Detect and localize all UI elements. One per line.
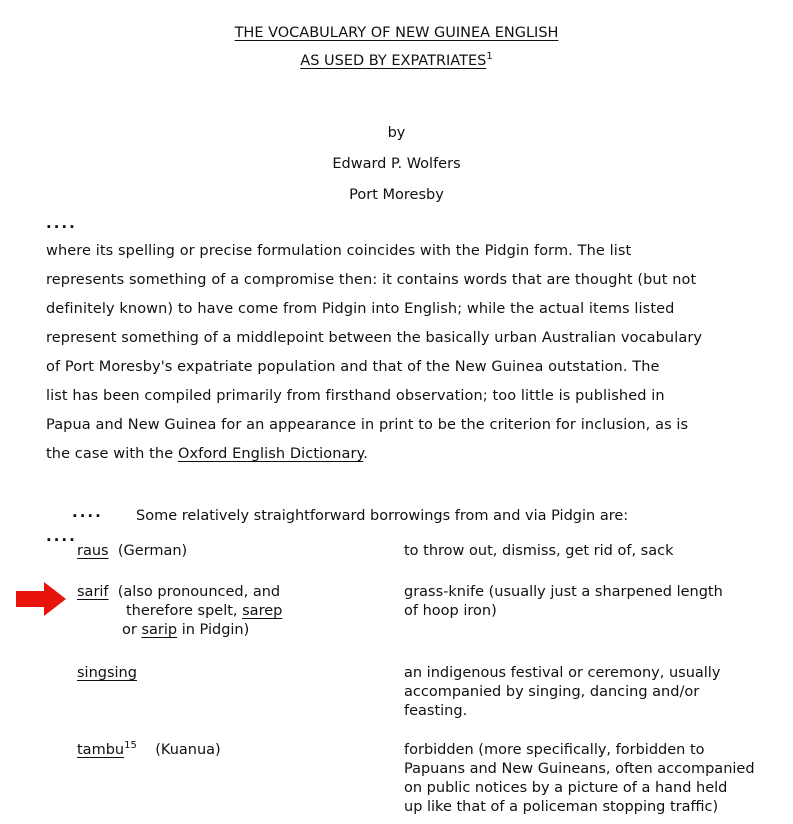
entry-definition: forbidden (more specifically, forbidden to	[404, 742, 705, 758]
entry-headword: singsing	[77, 665, 137, 681]
entry-definition: accompanied by singing, dancing and/or	[404, 684, 700, 700]
entry-headword: tambu$^{15}$ (Kuanua)	[77, 740, 221, 758]
title-line-1: THE VOCABULARY OF NEW GUINEA ENGLISH	[234, 25, 559, 41]
paragraph-line: Papua and New Guinea for an appearance in print to be the criterion for inclusion, as is	[46, 417, 689, 433]
entry-headword: raus (German)	[77, 543, 188, 559]
paragraph-line: represents something of a compromise then: it contains words that are thought (but not	[46, 272, 697, 288]
title-line-2: AS USED BY EXPATRIATES$^1$	[300, 51, 493, 69]
ellipsis-list: ....	[46, 527, 77, 545]
ellipsis-top: ....	[46, 214, 77, 232]
entry-definition: to throw out, dismiss, get rid of, sack	[404, 543, 674, 559]
entry-note-line: or sarip in Pidgin)	[122, 622, 250, 638]
arrow-right-icon	[16, 582, 66, 616]
entry-definition: up like that of a policeman stopping traffic)	[404, 799, 719, 815]
entry-headword: sarif (also pronounced, and	[77, 584, 281, 600]
paragraph-line: where its spelling or precise formulation coincides with the Pidgin form. The list	[46, 243, 632, 259]
byline-by: by	[387, 125, 406, 141]
entry-definition: Papuans and New Guineans, often accompanied	[404, 761, 755, 777]
entry-footnote: 15	[124, 740, 137, 752]
source-title: Oxford English Dictionary	[177, 446, 364, 462]
ellipsis-intro: ....	[72, 503, 103, 521]
paragraph-line: definitely known) to have come from Pidgin into English; while the actual items listed	[46, 301, 675, 317]
paragraph-line: list has been compiled primarily from firsthand observation; too little is published in	[46, 388, 665, 404]
paragraph-line: represent something of a middlepoint between the basically urban Australian vocabulary	[46, 330, 703, 346]
entry-definition: of hoop iron)	[404, 603, 497, 619]
entry-definition: feasting.	[404, 703, 468, 719]
entry-definition: grass-knife (usually just a sharpened length	[404, 584, 723, 600]
paragraph-line-last: the case with the Oxford English Dictionary.	[46, 446, 368, 462]
author-name: Edward P. Wolfers	[332, 156, 461, 172]
title-footnote: 1	[486, 51, 493, 63]
entry-definition: an indigenous festival or ceremony, usually	[404, 665, 721, 681]
intro-text: Some relatively straightforward borrowings from and via Pidgin are:	[136, 508, 629, 524]
author-location: Port Moresby	[349, 187, 444, 203]
entry-definition: on public notices by a picture of a hand held	[404, 780, 728, 796]
entry-note-line: therefore spelt, sarep	[126, 603, 283, 619]
paragraph-line: of Port Moresby's expatriate population and that of the New Guinea outstation. The	[46, 359, 660, 375]
